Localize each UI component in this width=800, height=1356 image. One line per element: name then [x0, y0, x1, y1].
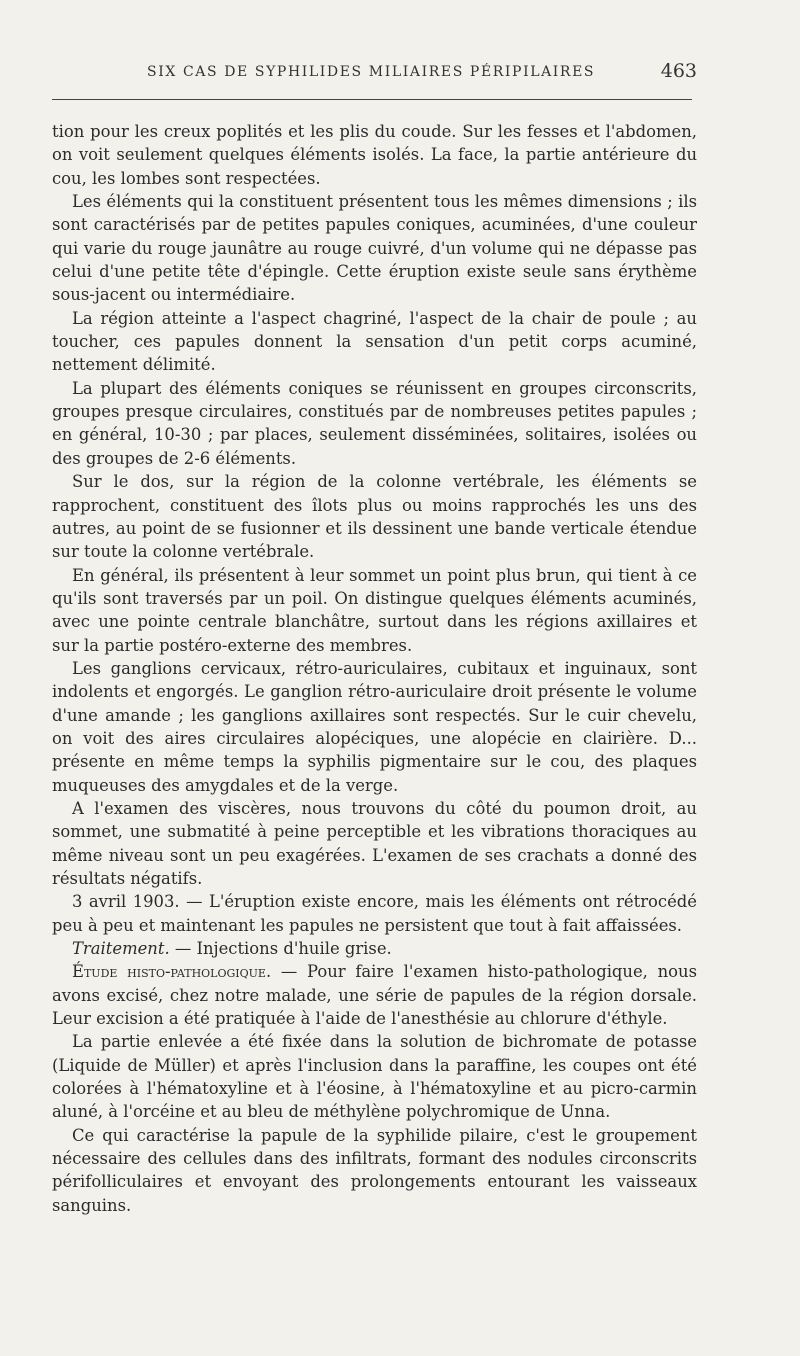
- treatment-label: Traitement.: [72, 939, 170, 959]
- paragraph: tion pour les creux poplités et les plis du coude. Sur les fesses et l'abdomen, on voit seulement quelques éléments isolés. La face, la partie antérieure du cou, les lombes sont respectées.: [52, 122, 697, 188]
- histo-label: Étude histo-pathologique.: [72, 962, 272, 982]
- paragraph: Les ganglions cervicaux, rétro-auriculaires, cubitaux et inguinaux, sont indolents et engorgés. Le ganglion rétro-auriculaire droit présente le volume d'une amande ; les ganglions axillaires sont respectés. Sur le cuir chevelu, on voit des aires circulaires alopéciques, une alopécie en clairière. D... présente en même temps la syphilis pigmentaire sur le cou, des plaques muqueuses des amygdales et de la verge.: [52, 658, 697, 795]
- paragraph: Sur le dos, sur la région de la colonne vertébrale, les éléments se rapprochent, constituent des îlots plus ou moins rapprochés les uns des autres, au point de se fusionner et ils dessinent une bande verticale étendue sur toute la colonne vertébrale.: [52, 472, 697, 562]
- treatment-text: — Injections d'huile grise.: [169, 939, 392, 959]
- paragraph: Ce qui caractérise la papule de la syphilide pilaire, c'est le groupement nécessaire des cellules dans des infiltrats, formant des nodules circonscrits périfolliculaires et envoyant des prolongements entourant les vaisseaux sanguins.: [52, 1125, 697, 1215]
- histo-text: — Pour faire l'examen histo-pathologique, nous avons excisé, chez notre malade, une série de papules de la région dorsale. Leur excision a été pratiquée à l'aide de l'anesthésie au chlorure d'éthyle.: [52, 962, 697, 1029]
- paragraph: A l'examen des viscères, nous trouvons du côté du poumon droit, au sommet, une submatité à peine perceptible et les vibrations thoraciques au même niveau sont un peu exagérées. L'examen de ses crachats a donné des résultats négatifs.: [52, 798, 697, 888]
- page-number: 463: [660, 60, 697, 82]
- header-rule: [52, 99, 692, 100]
- paragraph: Les éléments qui la constituent présentent tous les mêmes dimensions ; ils sont caractérisés par de petites papules coniques, acuminées, d'une couleur qui varie du rouge jaunâtre au rouge cuivré, d'un volume qui ne dépasse pas celui d'une petite tête d'épingle. Cette éruption existe seule sans érythème sous-jacent ou intermédiaire.: [52, 192, 697, 305]
- paragraph: En général, ils présentent à leur sommet un point plus brun, qui tient à ce qu'ils sont traversés par un poil. On distingue quelques éléments acuminés, avec une pointe centrale blanchâtre, surtout dans les régions axillaires et sur la partie postéro-externe des membres.: [52, 565, 697, 655]
- paragraph: 3 avril 1903. — L'éruption existe encore, mais les éléments ont rétrocédé peu à peu et maintenant les papules ne persistent que tout à fait affaissées.: [52, 892, 697, 935]
- body-text: [52, 120, 697, 1217]
- treatment-paragraph: [52, 937, 697, 960]
- paragraph: La plupart des éléments coniques se réunissent en groupes circonscrits, groupes presque circulaires, constitués par de nombreuses petites papules ; en général, 10-30 ; par places, seulement disséminées, solitaires, isolées ou des groupes de 2-6 éléments.: [52, 378, 697, 468]
- running-title: SIX CAS DE SYPHILIDES MILIAIRES PÉRIPILAIRES: [147, 64, 596, 80]
- histo-paragraph: [52, 960, 697, 1030]
- paragraph: La région atteinte a l'aspect chagriné, l'aspect de la chair de poule ; au toucher, ces papules donnent la sensation d'un petit corps acuminé, nettement délimité.: [52, 308, 697, 375]
- running-head: [52, 62, 697, 92]
- paragraph: La partie enlevée a été fixée dans la solution de bichromate de potasse (Liquide de Müller) et après l'inclusion dans la paraffine, les coupes ont été colorées à l'hématoxyline et à l'éosine, à l'hématoxyline et au picro-carmin aluné, à l'orcéine et au bleu de méthylène polychromique de Unna.: [52, 1032, 697, 1122]
